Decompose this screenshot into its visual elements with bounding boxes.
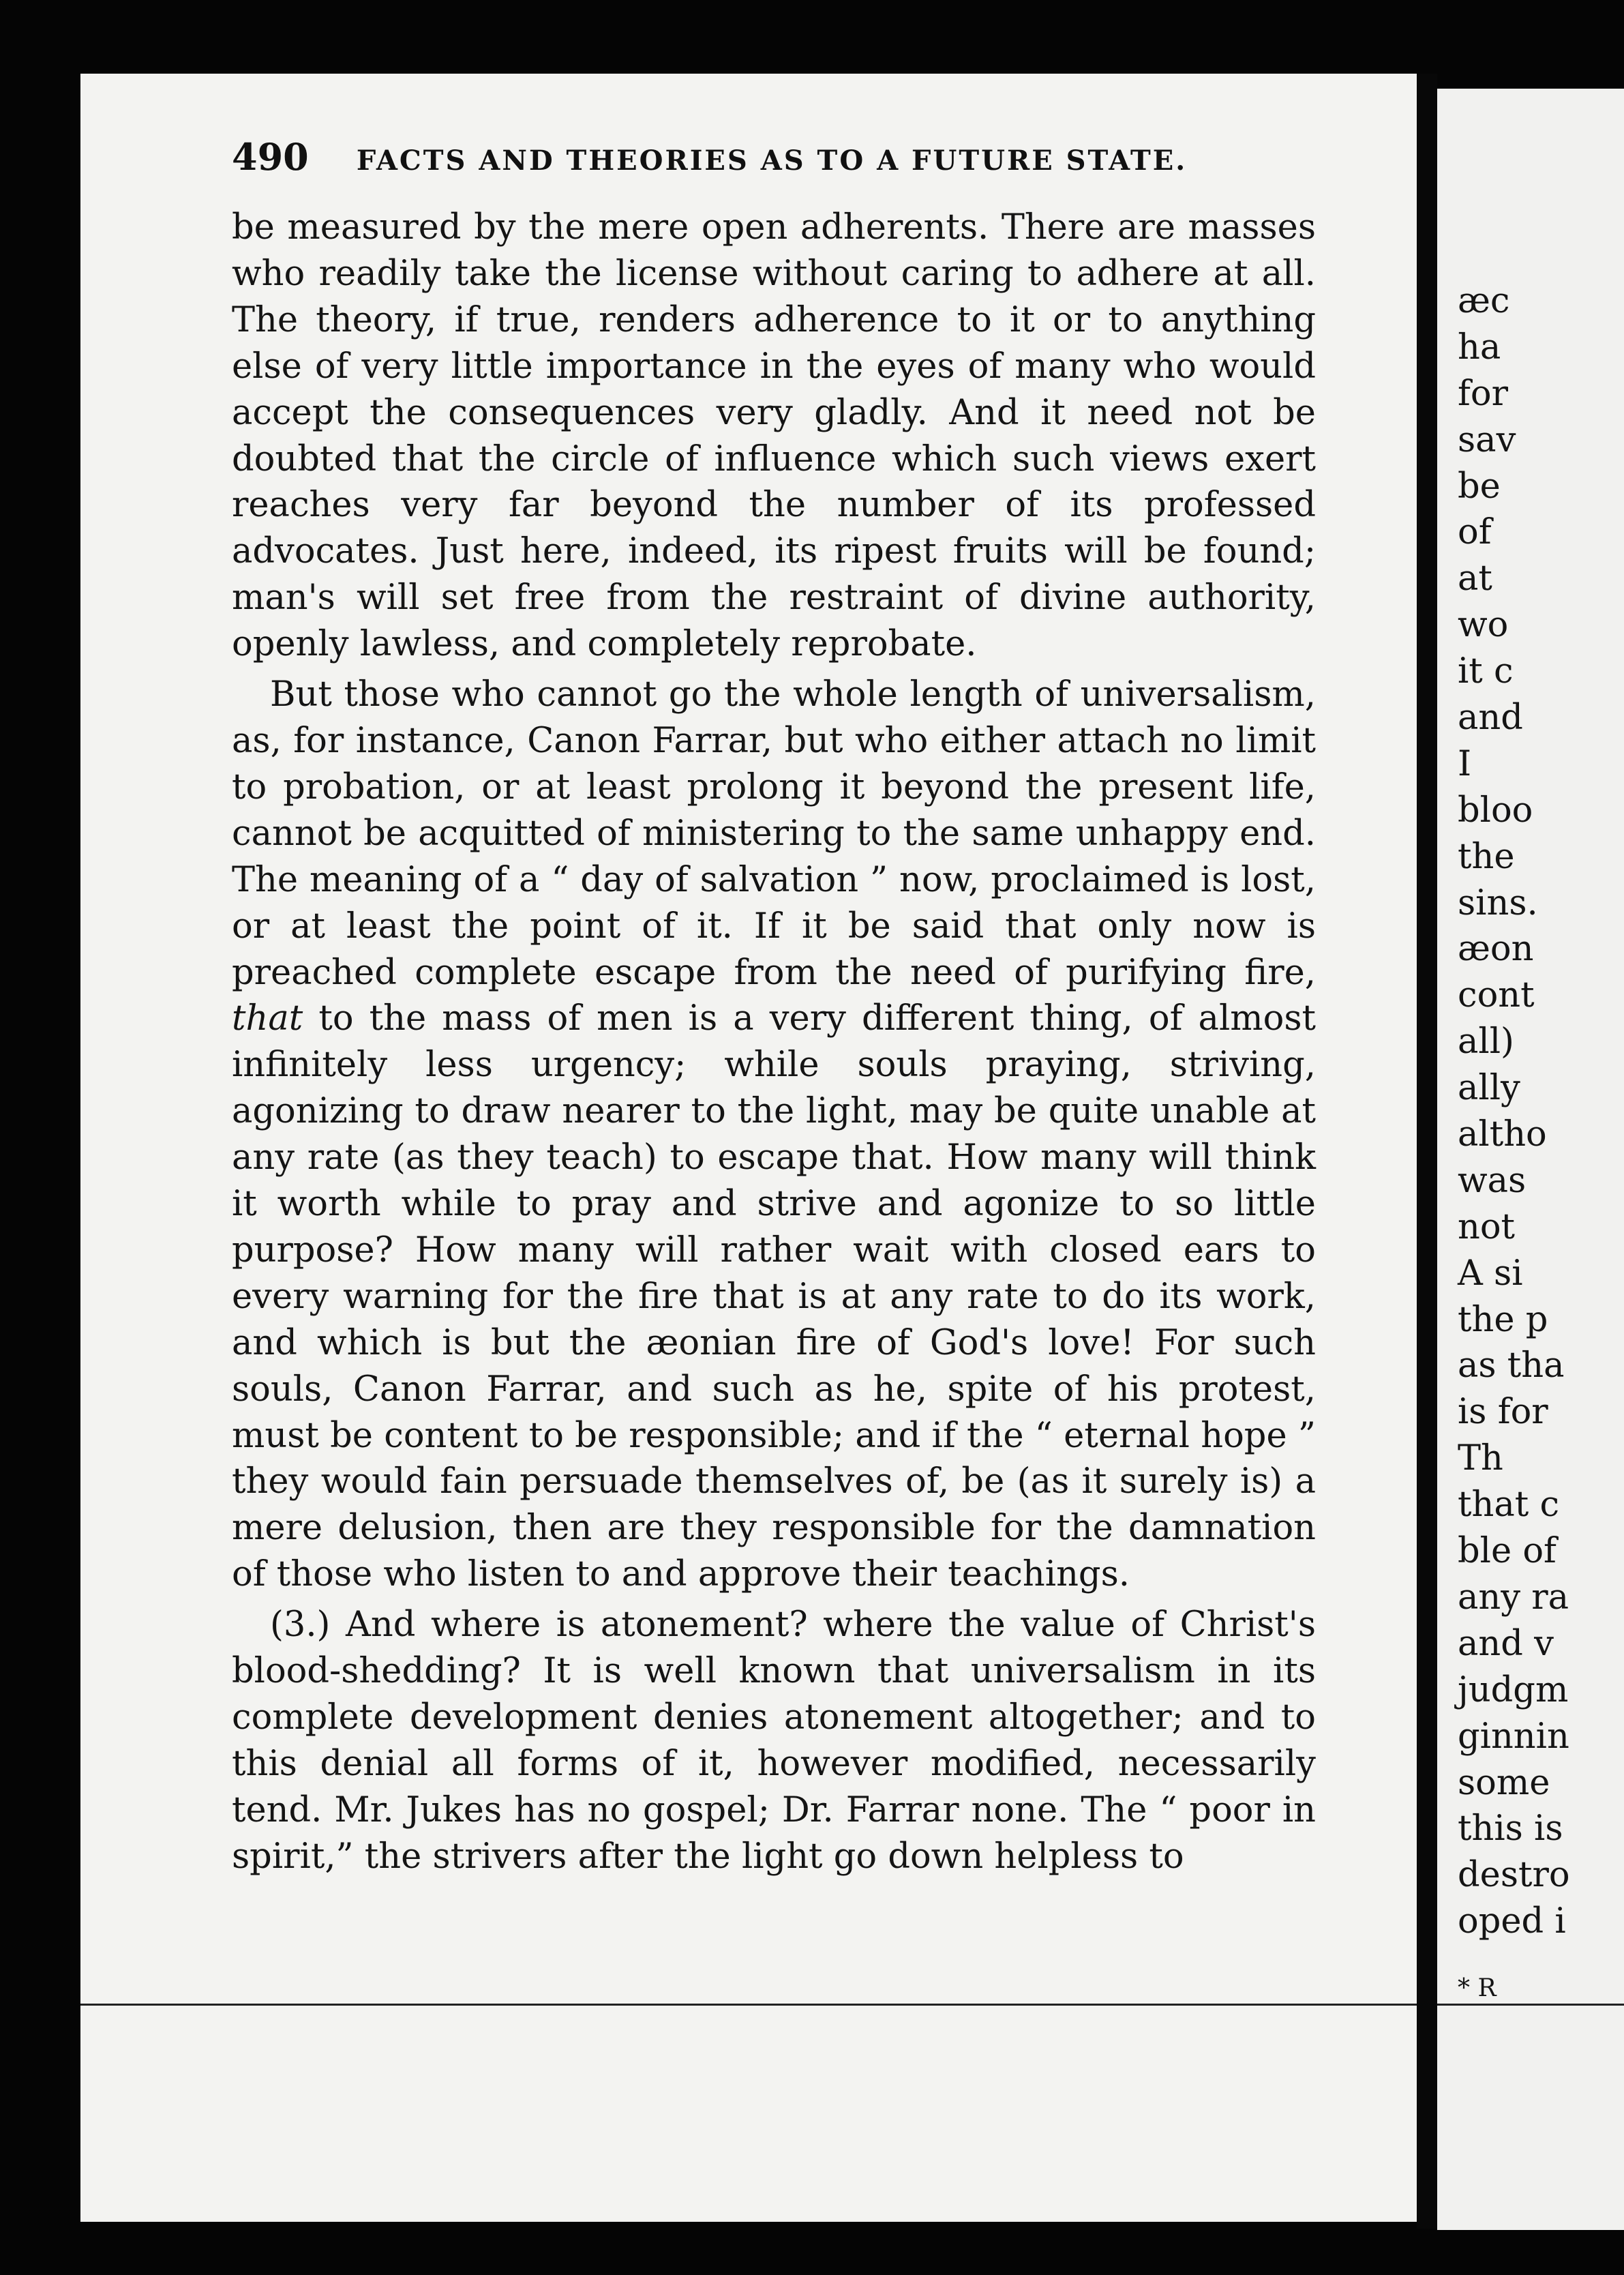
facing-line: I [1458,743,1472,784]
paragraph-2-continuation: to the mass of men is a very different thing, of almost infinitely less urgency; while souls praying, striving, agonizing to draw nearer to the light, may be quite unable at any rate (as they teach) to escape that. How many will think it worth while to pray and strive and agonize to so little purpose? How many will rather wait with closed ears to every warning for the fire that is at any rate to do its work, and which is but the æonian fire of God's love! For such souls, Canon Farrar, and such as he, spite of his protest, must be content to be responsible; and if the “ eternal hope ” they would fain persuade themselves of, be (as it surely is) a mere delusion, then are they responsible for the damnation of those who listen to and approve their teachings. [232,998,1316,1595]
paragraph-2-text: But those who cannot go the whole length of universalism, as, for instance, Canon Farrar, but who either attach no limit to probation, or at least prolong it beyond the present life, cannot be acquitted of ministering to the same unhappy end. The meaning of a “ day of salvation ” now, proclaimed is lost, or at least the point of it. If it be said that only now is preached complete escape from the need of purifying fire, [232,674,1316,993]
facing-line: is for [1458,1392,1548,1433]
facing-line: the [1458,836,1515,877]
facing-line: ha [1458,327,1501,368]
facing-line: and [1458,698,1523,739]
facing-line: ginnin [1458,1716,1569,1757]
facing-line: for [1458,373,1508,414]
facing-footnote-rule [1437,2004,1624,2006]
italic-word: that [232,998,303,1039]
facing-line: A si [1458,1253,1523,1294]
facing-line: not [1458,1206,1516,1247]
facing-line: that c [1458,1485,1560,1526]
facing-line: æon [1458,929,1534,970]
facing-line: bloo [1458,790,1533,831]
facing-page-text [1458,278,1570,2012]
facing-line: it c [1458,651,1514,692]
facing-line: and v [1458,1623,1554,1664]
facing-line: the p [1458,1299,1548,1340]
facing-line: ble of [1458,1531,1557,1572]
facing-line: wo [1458,605,1509,646]
facing-line: ally [1458,1068,1520,1109]
facing-line: all) [1458,1022,1514,1062]
facing-line: at [1458,559,1492,599]
page-gutter [1417,74,1437,2229]
facing-page [1437,89,1624,2230]
facing-line: * R [1458,1974,1497,2003]
facing-line: sins. [1458,882,1538,923]
page-number: 490 [232,135,309,179]
facing-line: Th [1458,1438,1503,1479]
facing-line: of [1458,512,1492,553]
facing-line: æc [1458,281,1510,321]
paragraph-1: be measured by the mere open adherents. There are masses who readily take the license without caring to adhere at all. The theory, if true, renders adherence to it or to anything else of very little importance in the eyes of many who would accept the consequences very gladly. And it need not be doubted that the circle of influence which such views exert reaches very far beyond the number of its professed advocates. Just here, indeed, its ripest fruits will be found; man's will set free from the restraint of divine authority, openly lawless, and completely reprobate. [232,207,1316,665]
facing-line: destro [1458,1855,1570,1896]
facing-line: as tha [1458,1345,1565,1386]
facing-line: sav [1458,419,1516,460]
facing-line: judgm [1458,1669,1569,1710]
facing-line: any ra [1458,1577,1569,1618]
running-header [232,135,1323,179]
facing-line: some [1458,1762,1550,1803]
main-text [232,205,1316,1880]
footnote-rule [80,2004,1417,2006]
facing-line: oped i [1458,1901,1566,1942]
facing-line: was [1458,1160,1527,1201]
facing-line: be [1458,466,1501,507]
paragraph-3: (3.) And where is atonement? where the value of Christ's blood-shedding? It is well known that universalism in its complete development denies atonement altogether; and to this denial all forms of it, however modified, necessarily tend. Mr. Jukes has no gospel; Dr. Farrar none. The “ poor in spirit,” the strivers after the light go down helpless to [232,1605,1316,1877]
facing-line: this is [1458,1809,1563,1849]
running-title: FACTS AND THEORIES AS TO A FUTURE STATE. [356,145,1188,177]
facing-line: altho [1458,1114,1547,1155]
facing-line: cont [1458,975,1535,1016]
paragraph-2 [232,672,1316,1598]
